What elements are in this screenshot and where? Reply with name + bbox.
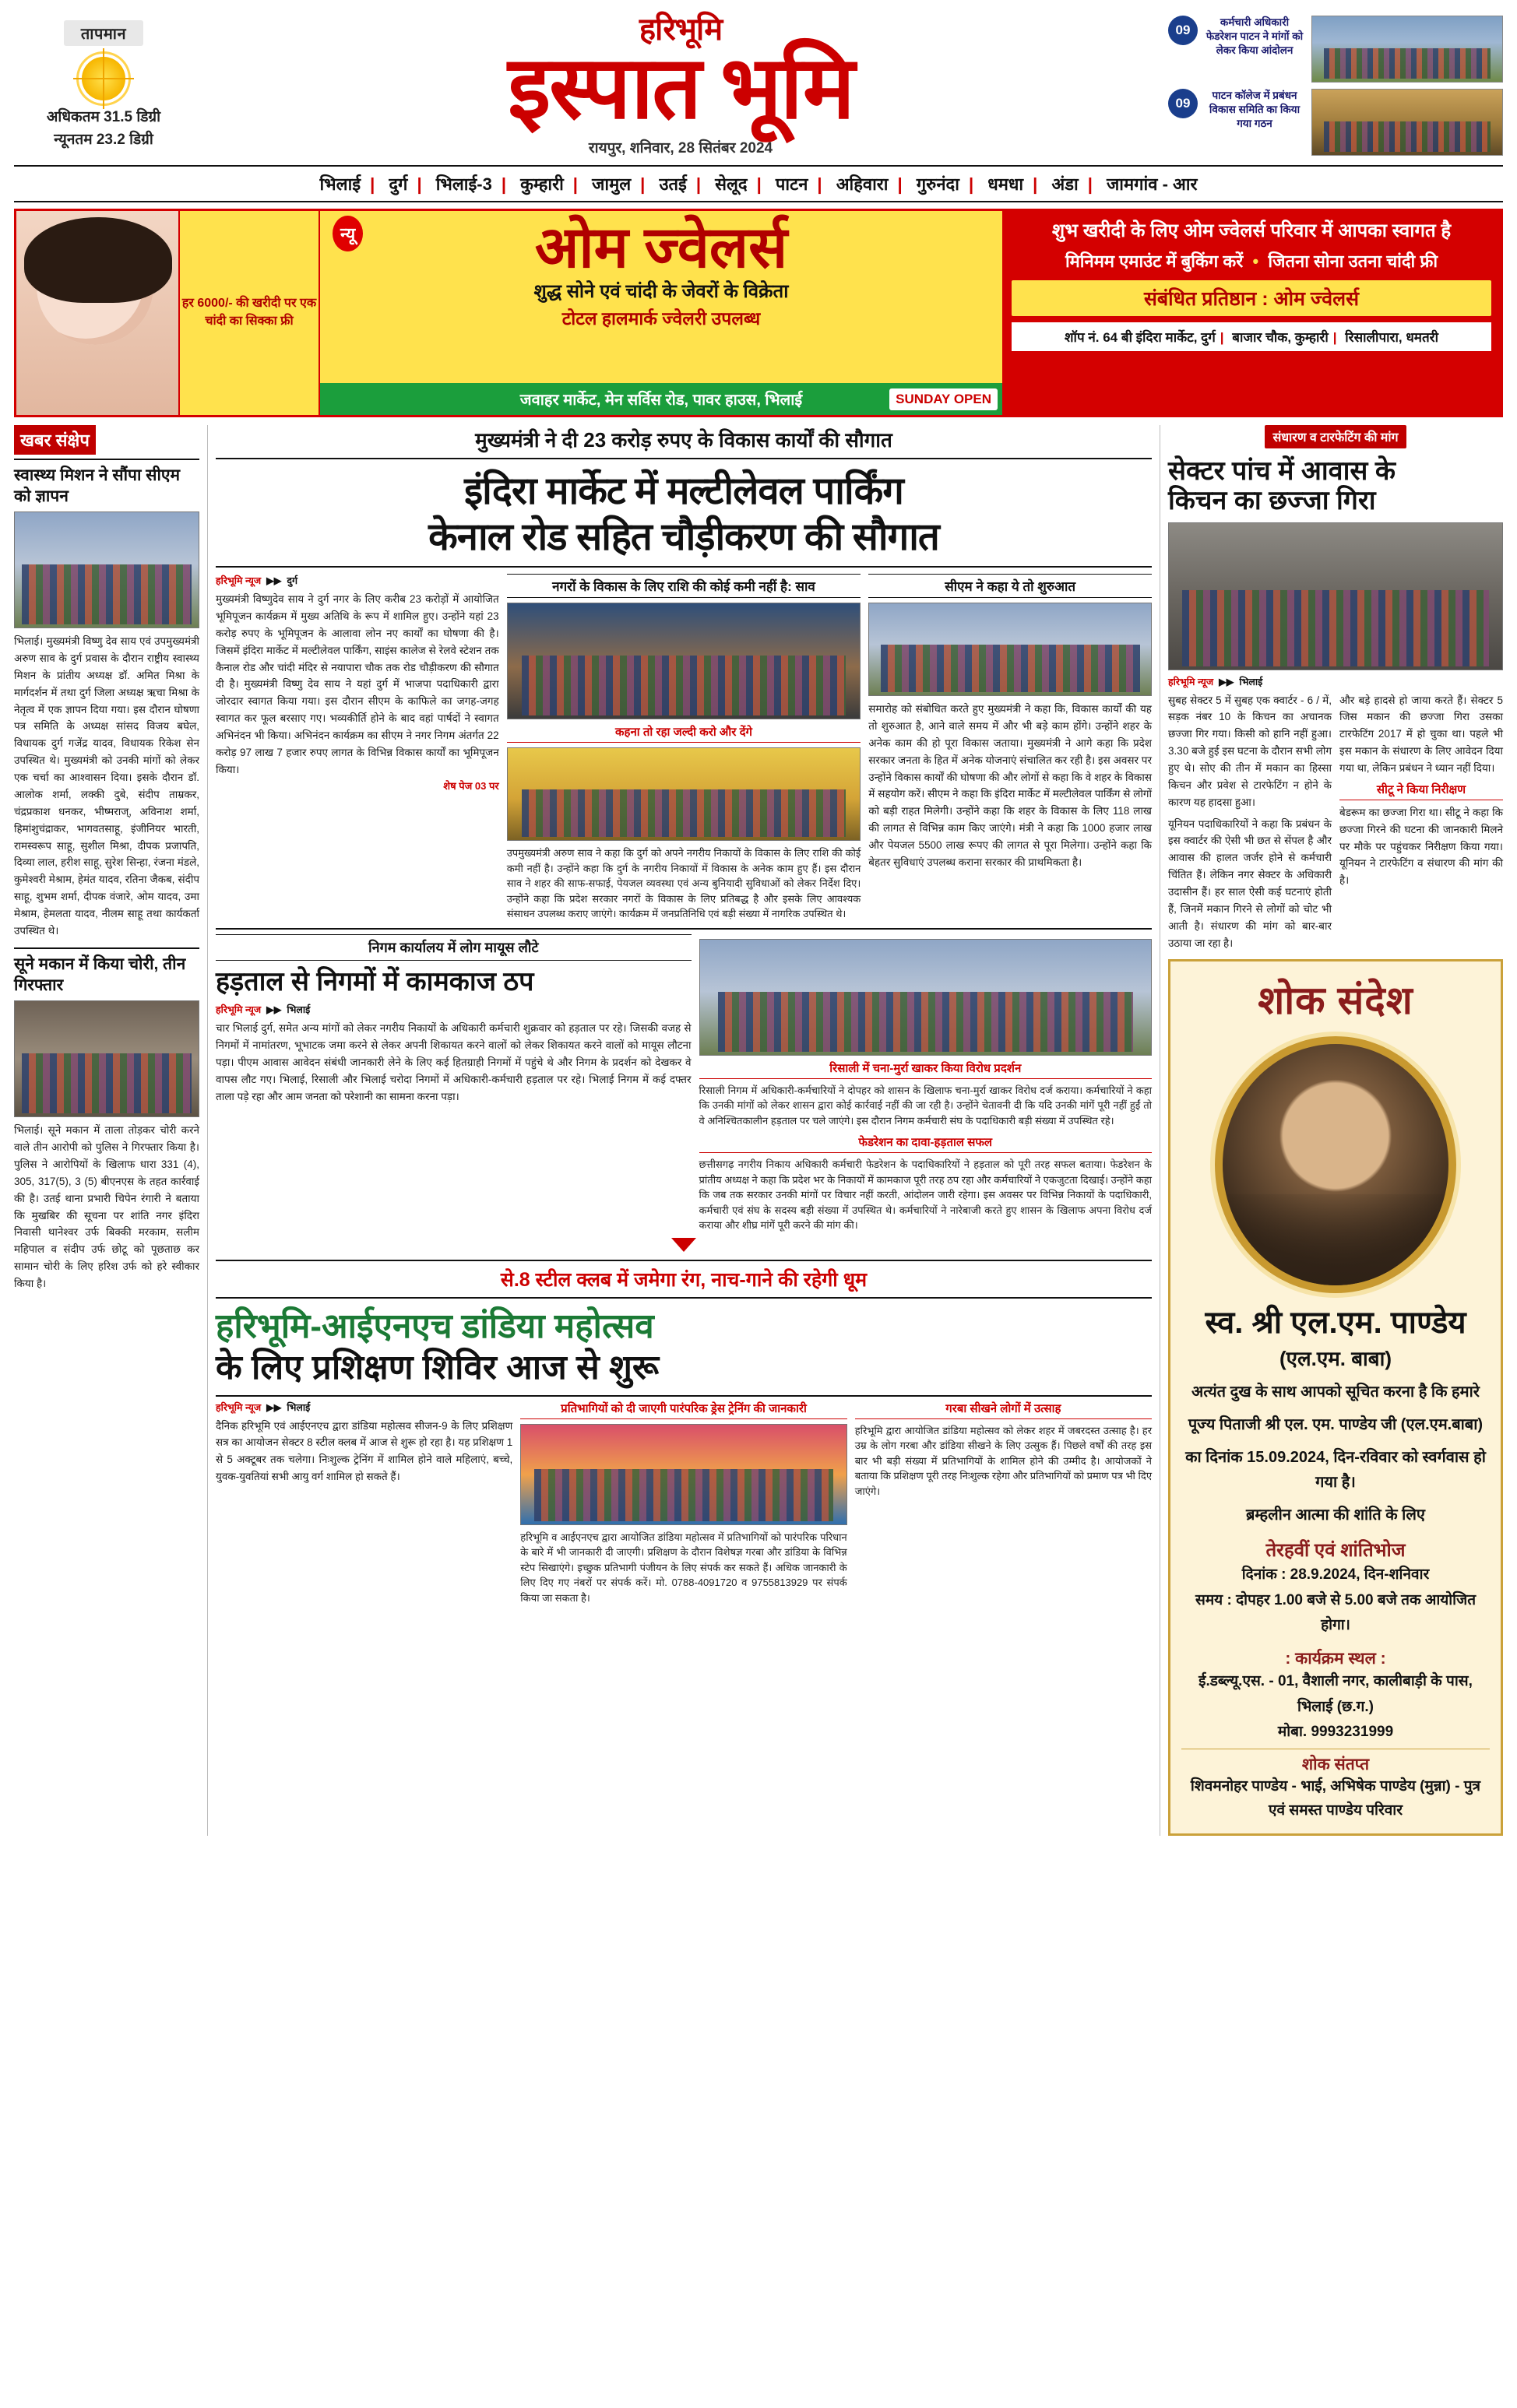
obituary-message-3: का दिनांक 15.09.2024, दिन-रविवार को स्वर्गवास हो गया है। <box>1185 1449 1486 1492</box>
dandiya-body: दैनिक हरिभूमि एवं आईएनएच द्वारा डांडिया महोत्सव सीजन-9 के लिए प्रशिक्षण सत्र का आयोजन सेक्टर 8 स्टील क्लब में आज से शुरू हो रहा है। यह प्रशिक्षण 1 से 5 अक्टूबर तक चलेगा। निःशुल्क ट्रेनिंग में शामिल होने वाले महिलाएं, बच्चे, युवक-युवतियां सभी आयु वर्ग शामिल हो सकते हैं। <box>216 1419 513 1483</box>
byline-location: दुर्ग <box>287 575 298 587</box>
strike-photo-caption: रिसाली निगम में अधिकारी-कर्मचारियों ने दोपहर को शासन के खिलाफ चना-मुर्रा खाकर विरोध दर्ज कराया। कर्मचारियों ने कहा कि उनकी मांगों को लेकर शासन द्वारा कोई कार्रवाई नहीं की जा रही है। उन्होंने चेतावनी दी कि यदि उनकी मांगें पूरी नहीं हुईं तो वे अनिश्चितकालीन हड़ताल पर चले जाएंगे। इस दौरान निगम कर्मचारी संघ के पदाधिकारी बड़ी संख्या में उपस्थित रहे। <box>699 1084 1152 1127</box>
khabar-sankshep-label: खबर संक्षेप <box>14 425 96 455</box>
edition-bar: भिलाई | दुर्ग | भिलाई-3 | कुम्हारी | जामुल | उतई | सेलूद | पाटन | अहिवारा | गुरुनंदा | धमधा | अंडा | जामगांव - आर <box>14 165 1503 202</box>
obituary-event-title: तेरहवीं एवं शांतिभोज <box>1265 1540 1406 1562</box>
lead-body-columns <box>216 574 1152 922</box>
ad-branch: रिसालीपारा, धमतरी <box>1345 329 1438 345</box>
edition-item[interactable]: अंडा <box>1051 174 1079 194</box>
dandiya-teaser: से.8 स्टील क्लब में जमेगा रंग, नाच-गाने की रहेगी धूम <box>216 1260 1152 1299</box>
right-column <box>1168 425 1503 1836</box>
advertisement-banner[interactable] <box>14 209 1503 417</box>
ad-address: जवाहर मार्केट, मेन सर्विस रोड, पावर हाउस, भिलाई <box>320 383 1002 415</box>
obituary-portrait <box>1215 1036 1456 1293</box>
left-story-2-body: भिलाई। सूने मकान में ताला तोड़कर चोरी करने वाले तीन आरोपी को पुलिस ने गिरफ्तार किया है। पुलिस ने आरोपियों के खिलाफ धारा 331 (4), 305, 317(5), 3 (5) बीएनएस के तहत कार्रवाई की है। उतई थाना प्रभारी चिपेन रंगारी ने बताया कि मुखबिर की सूचना पर शांति नगर इंदिरा निवासी थानेश्वर उर्फ बिक्की मरकाम, सलीम महिपाल व संदीप उर्फ छोटू को पूछताछ कर सामान चोरी के लिए हरिश उर्फ को हरे स्वीकार किया है। <box>14 1124 199 1289</box>
edition-item[interactable]: जामगांव - आर <box>1106 174 1198 194</box>
ad-brand-name: ओम ज्वेलर्स <box>534 214 788 279</box>
edition-item[interactable]: गुरुनंदा <box>916 174 959 194</box>
lead-col-1 <box>216 574 499 922</box>
left-story-2-heading[interactable]: सूने मकान में किया चोरी, तीन गिरफ्तार <box>14 954 186 994</box>
right-body-2: यूनियन पदाधिकारियों ने कहा कि प्रबंधन के इस क्वार्टर की ऐसी भी छत से सेंपल है और आवास की हालत जर्जर होने से कर्मचारी चिंतित हैं। लेकिन नगर सेक्टर के अधिकारी उदासीन हैं। हर साल ऐसी कई घटनाएं होती हैं, जिनमें मकान गिरने से लोगों को चोट भी आती है। संधारण की मांग को बार-बार उठाया जा रहा है। <box>1168 817 1332 949</box>
edition-item[interactable]: जामुल <box>592 174 632 194</box>
edition-item[interactable]: दुर्ग <box>389 174 408 194</box>
dandiya-photo <box>520 1424 846 1525</box>
edition-item[interactable]: धमधा <box>987 174 1024 194</box>
ad-branch: बाजार चौक, कुम्हारी <box>1232 329 1329 345</box>
left-story-2-photo <box>14 1000 199 1117</box>
ad-model-photo <box>16 211 180 415</box>
lead-body-text: मुख्यमंत्री विष्णुदेव साय ने दुर्ग नगर के लिए करीब 23 करोड़ों में आयोजित भूमिपूजन कार्यक्रम में मुख्य अतिथि के रूप में शामिल हुए। उन्होंने यहां 23 करोड़ रुपए के भूमिपूजन के आलावा लोन नए कार्यों का घोषणा की है। जिसमें इंदिरा मार्केट में मल्टीलेवल पार्किंग, साइंस कालेज से रेलवे स्टेशन तक कैनाल रोड और चांदी मंदिर से नयापारा चौक तक रोड चौड़ीकरण की सौगात दी है। मुख्यमंत्री विष्णु देव साय ने यहां दुर्ग में भाजपा पदाधिकारी द्वारा जोरदार स्वागत किया गया। इस दौरान सीएम के काफिले का जगह-जगह स्वागत कर फूल बरसाए गए। भव्यकीर्ति होने के बाद वहां पार्षदों ने स्वागत अभिनंदन भी किया। अभिनंदन कार्यक्रम का सीएम ने नगर निगम अंतर्गत 22 करोड़ 97 लाख 7 हजार रुपए लागत के विभिन्न विकास कार्यों का भूमिपूजन किया। <box>216 593 499 775</box>
strike-left <box>216 934 692 1233</box>
dandiya-col-1 <box>216 1401 512 1606</box>
ad-offer-text: हर 6000/- की खरीदी पर एक चांदी का सिक्का फ्री <box>180 211 320 415</box>
obituary-name: स्व. श्री एल.एम. पाण्डेय <box>1205 1306 1466 1341</box>
promo-page-badge: 09 <box>1168 89 1198 118</box>
dandiya-headline-1[interactable] <box>216 1305 1152 1348</box>
temperature-min: न्यूनतम 23.2 डिग्री <box>54 131 153 148</box>
mid-box-title: नगरों के विकास के लिए राशि की कोई कमी नहीं है: साव <box>507 574 861 598</box>
promo-item[interactable] <box>1168 89 1503 156</box>
promo-item[interactable] <box>1168 16 1503 83</box>
temperature-label: तापमान <box>64 20 143 46</box>
ad-tagline-2: टोटल हालमार्क ज्वेलरी उपलब्ध <box>561 308 761 329</box>
strike-right <box>699 934 1152 1233</box>
main-content <box>14 425 1503 1836</box>
brand-small: हरिभूमि <box>639 12 723 47</box>
right-body-4: बेडरूम का छज्जा गिरा था। सीटू ने कहा कि छज्जा गिरने की घटना की जानकारी मिलने पर मौके पर पहुंचकर निरीक्षण किया गया। यूनियन ने टारफेटिंग व संधारण की मांग की है। <box>1339 806 1503 887</box>
masthead <box>14 11 1503 160</box>
masthead-title <box>193 11 1168 157</box>
strike-body: चार भिलाई दुर्ग, समेत अन्य मांगों को लेकर नगरीय निकायों के अधिकारी कर्मचारी शुक्रवार को हड़ताल पर रहे। जिसकी वजह से निगमों में नामांतरण, भूभाटक जमा करने से लेकर अपनी शिकायत करने वालों को लेकर शिकायत करने वालों को मायूस लौटना पड़ा। पीएम आवास आवेदन संबंधी जानकारी लेने के लिए कई हितग्राही निगमों में पहुंचे थे और निगम के प्रदर्शन को देखकर वे वापस लौट गए। भिलाई, रिसाली और भिलाई चरोदा निगमों में अधिकारी-कर्मचारी हड़ताल पर रहे। भिलाई निगम में कई दफ्तर ताला पड़े रहा और आम जनता को परेशानी का सामना करना पड़ा। <box>216 1022 692 1102</box>
page-jump-link[interactable]: शेष पेज 03 पर <box>443 779 499 792</box>
dandiya-headline-2[interactable]: के लिए प्रशिक्षण शिविर आज से शुरू <box>216 1348 660 1387</box>
lead-kicker: मुख्यमंत्री ने दी 23 करोड़ रुपए के विकास कार्यों की सौगात <box>216 425 1152 459</box>
dandiya-right-title: गरबा सीखने लोगों में उत्साह <box>855 1401 1152 1419</box>
strike-tag: निगम कार्यालय में लोग मायूस लौटे <box>216 934 692 961</box>
ad-sunday-open: SUNDAY OPEN <box>889 388 998 410</box>
byline-name: हरिभूमि न्यूज <box>216 1401 262 1413</box>
strike-story <box>216 934 1152 1233</box>
mid-box-caption-title: कहना तो रहा जल्दी करो और देंगे <box>507 724 861 743</box>
left-story-1-heading[interactable]: स्वास्थ्य मिशन ने सौंपा सीएम को ज्ञापन <box>14 466 181 505</box>
mid-box-photo <box>507 603 861 719</box>
obituary-event-time: समय : दोपहर 1.00 बजे से 5.00 बजे तक आयोजित होगा। <box>1195 1591 1477 1634</box>
dandiya-headline-text-1: हरिभूमि-आईएनएच डांडिया महोत्सव <box>216 1306 654 1345</box>
lead-headline-line1[interactable]: इंदिरा मार्केट में मल्टीलेवल पार्किंग <box>464 469 903 512</box>
sun-icon <box>82 57 125 100</box>
left-story-1-body: भिलाई। मुख्यमंत्री विष्णु देव साय एवं उपमुख्यमंत्री अरुण साव के दुर्ग प्रवास के दौरान राष्ट्रीय स्वास्थ्य मिशन के प्रांतीय अध्यक्ष डॉ. अमित मिश्रा के मार्गदर्शन में तथा दुर्ग जिला अध्यक्ष ऋचा मिश्रा के नेतृत्व में एक ज्ञापन दिया गया। इस दौरान घोषणा पत्र समिति के अध्यक्ष सांसद विजय बघेल, विधायक दुर्ग गजेंद्र यादव, विधायक रिकेश सेन उपस्थित थे। मुख्यमंत्री को उनकी मांगों को लेकर एक चर्चा का आश्वासन दिया। इसके दौरान डॉ. आलोक शर्मा, लक्की दुबे, संदीप ताम्रकर, चंद्रप्रकाश धनकर, भीष्मराज्, अविनाश शर्मा, हिमांशुचंद्राकर, भागवतसाहू, इंजीनियर भारती, रामस्वरूप साहू, सुशील मिश्रा, दीपक प्रजापति, दिव्या लाल, हरीश साहू, सुरेश सिन्हा, रंजना मंडले, कुमेश्वरी मेश्राम, हेमंत यादव, रतिना जैकब, संदीप साहू, शुभम शर्मा, दीपक वंजारे, ओम यादव, उमा मेश्राम, हेमलता यादव, नीलम साहू तथा कार्यकर्ता उपस्थित थे। <box>14 635 199 937</box>
strike-sub-body: छत्तीसगढ़ नगरीय निकाय अधिकारी कर्मचारी फेडरेशन के पदाधिकारियों ने हड़ताल को पूरी तरह सफल बताया। फेडरेशन के प्रांतीय अध्यक्ष ने कहा कि प्रदेश भर के निकायों में कामकाज पूरी तरह ठप रहा और कर्मचारियों ने एकजुटता दिखाई। उन्होंने कहा कि जब तक सरकार उनकी मांगों पर विचार नहीं करती, आंदोलन जारी रहेगा। इस अवसर पर विभिन्न निकायों के पदाधिकारी, कर्मचारी एवं संघ के सदस्य बड़ी संख्या में उपस्थित थे। कर्मचारियों ने नारेबाजी करते हुए शासन के खिलाफ अपना विरोध दर्ज कराया और शीघ्र मांगें पूरी करने की मांग की। <box>699 1158 1152 1232</box>
right-byline: हरिभूमि न्यूज ▶▶ भिलाई <box>1168 676 1263 687</box>
edition-item[interactable]: भिलाई <box>319 174 361 194</box>
lead-byline: हरिभूमि न्यूज ▶▶ दुर्ग <box>216 575 298 587</box>
right-body-3: और बड़े हादसे हो जाया करते हैं। सेक्टर 5 जिस मकान की छज्जा गिरा उसका टारफेटिंग 2017 में हो चुका था। पहले भी इस मकान के संधारण के लिए आवेदन दिया गया था, लेकिन प्रबंधन ने ध्यान नहीं दिया। <box>1339 694 1503 775</box>
dandiya-mid-body: हरिभूमि व आईएनएच द्वारा आयोजित डांडिया महोत्सव में प्रतिभागियों को पारंपरिक परिधान के बारे में भी जानकारी दी जाएगी। प्रशिक्षण के दौरान विशेषज्ञ गरबा और डांडिया के विभिन्न स्टेप सिखाएंगे। इच्छुक प्रतिभागी पंजीयन के लिए संपर्क कर सकते हैं। अधिक जानकारी के लिए दिए गए नंबरों पर संपर्क करें। मो. 0788-4091720 व 9755813929 पर संपर्क किया जा सकता है। <box>520 1531 847 1604</box>
promo-list <box>1168 11 1503 156</box>
chevron-down-icon <box>671 1238 696 1252</box>
strike-photo <box>699 939 1152 1056</box>
dandiya-right-body: हरिभूमि द्वारा आयोजित डांडिया महोत्सव को लेकर शहर में जबरदस्त उत्साह है। हर उम्र के लोग गरबा और डांडिया सीखने के लिए उत्सुक हैं। पिछले वर्षों की तरह इस बार भी बड़ी संख्या में प्रतिभागियों के शामिल होने की उम्मीद है। आयोजकों ने बताया कि प्रशिक्षण पूरी तरह निःशुल्क रहेगा और प्रतिभागियों को प्रमाण पत्र भी दिए जाएंगे। <box>854 1424 1153 1497</box>
lead-col-2 <box>507 574 861 922</box>
obituary-message-2: पूज्य पिताजी श्री एल. एम. पाण्डेय जी (एल.एम.बाबा) <box>1188 1416 1484 1434</box>
temperature-max: अधिकतम 31.5 डिग्री <box>46 109 161 125</box>
right-body-col-1 <box>1168 692 1332 952</box>
obituary-title: शोक संदेश <box>1258 979 1413 1023</box>
ad-new-badge: न्यू <box>333 216 363 251</box>
byline-name: हरिभूमि न्यूज <box>216 575 262 587</box>
ad-main-block <box>320 211 1002 415</box>
dandiya-columns <box>216 1401 1152 1606</box>
right-body-col-2 <box>1339 692 1503 952</box>
temperature-box <box>14 11 193 151</box>
promo-photo <box>1311 16 1503 83</box>
byline-location: भिलाई <box>287 1004 311 1016</box>
right-sub-head: सीटू ने किया निरीक्षण <box>1339 782 1503 800</box>
right-tag: संधारण व टारफेटिंग की मांग <box>1265 425 1406 448</box>
center-column <box>216 425 1152 1836</box>
column-divider <box>207 425 208 1836</box>
right-body-columns <box>1168 692 1503 952</box>
lead-col-3 <box>868 574 1152 922</box>
mid-box-caption: उपमुख्यमंत्री अरुण साव ने कहा कि दुर्ग को अपने नगरीय निकायों के विकास के लिए राशि की कोई कमी नहीं है। उन्होंने कहा कि दुर्ग के नगरीय निकायों में विकास के अनेक काम हुए हैं। इस दौरान साव ने शहर की साफ-सफाई, पेयजल व्यवस्था एवं अन्य बुनियादी सुविधाओं को लेकर निर्देश दिए। उन्होंने कहा कि प्रदेश सरकार नगरों के विकास के लिए प्रतिबद्ध है और इसके लिए आवश्यक संसाधन उपलब्ध कराए जाएंगे। कार्यक्रम में जनप्रतिनिधि एवं बड़ी संख्या में नागरिक उपस्थित थे। <box>506 847 861 920</box>
right-story-photo <box>1168 522 1503 670</box>
dandiya-col-2 <box>520 1401 846 1606</box>
strike-byline: हरिभूमि न्यूज ▶▶ भिलाई <box>216 1004 311 1016</box>
edition-item[interactable]: उतई <box>659 174 687 194</box>
edition-item[interactable]: पाटन <box>775 174 808 194</box>
right-box-body: समारोह को संबोधित करते हुए मुख्यमंत्री ने कहा कि, विकास कार्यों की यह तो शुरुआत है, आने वाले समय में और भी बड़े काम होंगे। उन्होंने शहर के अनेक काम की हो पूरा विकास जताया। मुख्यमंत्री ने आगे कहा कि प्रदेश सरकार जनता के हित में अनेक योजनाएं संचालित कर रही है। इस अवसर पर उन्होंने विकास कार्यों की घोषणा की और लोगों से कहा कि वे शहर के विकास में सहयोग करें। सीएम ने कहा कि इंदिरा मार्केट में मल्टीलेवल पार्किंग से लोगों को बड़ी राहत मिलेगी। उन्होंने कहा कि शहर के विकास के लिए 118 लाख की लागत से विभिन्न काम किए जाएंगे। मंत्री ने कहा कि 1000 हजार लाख और पेयजल 5500 लाख रूपए की लागत से पूरा मिलेगा। उन्होंने कहा कि बेहतर सुविधाएं उपलब्ध कराना सरकार की प्राथमिकता है। <box>868 703 1152 868</box>
byline-name: हरिभूमि न्यूज <box>216 1004 262 1016</box>
byline-location: भिलाई <box>1239 676 1263 687</box>
promo-text: पाटन कॉलेज में प्रबंधन विकास समिति का किया गया गठन <box>1209 90 1301 130</box>
ad-booking-line: मिनिमम एमाउंट में बुकिंग करें • जितना सोना उतना चांदी फ्री <box>1065 251 1438 271</box>
byline-name: हरिभूमि न्यूज <box>1168 676 1214 687</box>
obituary-message-1: अत्यंत दुख के साथ आपको सूचित करना है कि हमारे <box>1191 1383 1480 1401</box>
ad-branches: शॉप नं. 64 बी इंदिरा मार्केट, दुर्ग | बाजार चौक, कुम्हारी | रिसालीपारा, धमतरी <box>1012 322 1491 351</box>
right-tag-wrap <box>1168 425 1503 448</box>
obituary-grief-1: शिवमनोहर पाण्डेय - भाई, अभिषेक पाण्डेय (मुन्ना) - पुत्र <box>1190 1778 1481 1795</box>
obituary-venue: ई.डब्ल्यू.एस. - 01, वैशाली नगर, कालीबाड़ी के पास, भिलाई (छ.ग.) <box>1198 1673 1473 1715</box>
right-headline-2[interactable]: किचन का छज्जा गिरा <box>1168 486 1376 516</box>
ad-booking-b: जितना सोना उतना चांदी फ्री <box>1268 251 1438 271</box>
obituary-advertisement <box>1168 959 1503 1836</box>
strike-sub-title: फेडरेशन का दावा-हड़ताल सफल <box>699 1134 1152 1153</box>
left-story-1-photo <box>14 511 199 628</box>
ad-tagline-1: शुद्ध सोने एवं चांदी के जेवरों के विक्रेता <box>533 280 789 302</box>
dandiya-col-3 <box>855 1401 1152 1606</box>
obituary-grief-title: शोक संतप्त <box>1301 1756 1370 1774</box>
promo-text: कर्मचारी अधिकारी फेडरेशन पाटन ने मांगों को लेकर किया आंदोलन <box>1206 16 1304 57</box>
promo-page-badge: 09 <box>1168 16 1198 45</box>
obituary-mobile: मोबा. 9993231999 <box>1277 1723 1394 1740</box>
ad-welcome-line: शुभ खरीदी के लिए ओम ज्वेलर्स परिवार में आपका स्वागत है <box>1051 220 1452 241</box>
ad-branch: शॉप नं. 64 बी इंदिरा मार्केट, दुर्ग <box>1065 329 1216 345</box>
obituary-message-4: ब्रम्हलीन आत्मा की शांति के लिए <box>1246 1506 1425 1524</box>
obituary-alias: (एल.एम. बाबा) <box>1279 1347 1392 1371</box>
byline-location: भिलाई <box>287 1401 311 1413</box>
place-date: रायपुर, शनिवार, 28 सितंबर 2024 <box>588 139 773 156</box>
strike-headline[interactable]: हड़ताल से निगमों में कामकाज ठप <box>216 966 534 997</box>
edition-item[interactable]: अहिवारा <box>836 174 889 194</box>
dandiya-mid-title: प्रतिभागियों को दी जाएगी पारंपरिक ड्रेस ट्रेनिंग की जानकारी <box>520 1401 846 1419</box>
right-box-photo <box>868 603 1152 696</box>
edition-item[interactable]: कुम्हारी <box>520 174 564 194</box>
lead-headline-line2[interactable]: केनाल रोड सहित चौड़ीकरण की सौगात <box>428 516 939 559</box>
right-body-1: सुबह सेक्टर 5 में सुबह एक क्वार्टर - 6 / में, सड़क नंबर 10 के किचन का अचानक छज्जा गिर गया। किसी को हानि नहीं हुआ। 3.30 बजे हुई इस घटना के दौरान सभी लोग हुए थे। सोए की तीन में मकान का हिस्सा किचन और प्रवेश से टारफेटिंग न होने के कारण यह हादसा हुआ। <box>1168 694 1332 808</box>
ad-establishment: संबंधित प्रतिष्ठान : ओम ज्वेलर्स <box>1012 280 1491 316</box>
strike-photo-caption-title: रिसाली में चना-मुर्रा खाकर किया विरोध प्रदर्शन <box>699 1060 1152 1079</box>
edition-item[interactable]: सेलूद <box>715 174 748 194</box>
left-column <box>14 425 199 1836</box>
obituary-event-date: दिनांक : 28.9.2024, दिन-शनिवार <box>1241 1566 1430 1584</box>
obituary-venue-title: : कार्यक्रम स्थल : <box>1285 1650 1386 1668</box>
mid-box-photo-2 <box>507 747 861 841</box>
edition-item[interactable]: भिलाई-3 <box>435 174 492 194</box>
dandiya-byline: हरिभूमि न्यूज ▶▶ भिलाई <box>216 1401 311 1413</box>
brand-main: इस्पात भूमि <box>508 40 854 137</box>
obituary-grief-2: एवं समस्त पाण्डेय परिवार <box>1269 1802 1403 1819</box>
right-box-title: सीएम ने कहा ये तो शुरुआत <box>868 574 1152 598</box>
promo-photo <box>1311 89 1503 156</box>
ad-booking-a: मिनिमम एमाउंट में बुकिंग करें <box>1065 251 1244 271</box>
right-headline-1[interactable]: सेक्टर पांच में आवास के <box>1168 455 1396 486</box>
ad-right-block <box>1002 211 1501 415</box>
